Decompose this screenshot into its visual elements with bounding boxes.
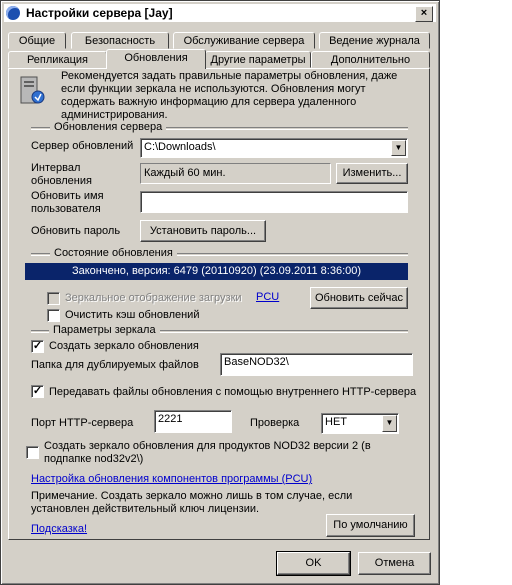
update-server-label: Сервер обновлений [31, 140, 134, 152]
update-server-value: C:\Downloads\ [144, 141, 216, 153]
http-port-input[interactable]: 2221 [154, 410, 232, 433]
update-server-select[interactable] [140, 138, 408, 158]
app-icon [6, 6, 20, 20]
clear-cache-label: Очистить кэш обновлений [65, 309, 200, 321]
tab-replication[interactable]: Репликация [8, 51, 107, 68]
create-mirror-label: Создать зеркало обновления [49, 340, 199, 352]
cancel-button[interactable]: Отмена [358, 552, 431, 575]
pcu-link[interactable]: PCU [256, 291, 280, 303]
ok-button[interactable]: OK [277, 552, 350, 575]
http-port-label: Порт HTTP-сервера [31, 417, 134, 429]
check-select-value: НЕТ [325, 416, 347, 428]
window-title: Настройки сервера [Jay] [26, 6, 173, 20]
update-status-group-label: Состояние обновления [50, 247, 177, 259]
pcu-settings-link[interactable]: Настройка обновления компонентов программы (PCU) [31, 473, 313, 485]
tab-general[interactable]: Общие [8, 32, 66, 49]
clear-cache-checkbox[interactable] [47, 309, 60, 322]
password-label: Обновить пароль [31, 225, 121, 237]
update-status-bar: Закончено, версия: 6479 (20110920) (23.09.2011 8:36:00) [25, 263, 408, 280]
check-select[interactable] [321, 413, 399, 434]
http-server-checkbox[interactable] [31, 385, 44, 398]
nod32-mirror-label: Создать зеркало обновления для продуктов NOD32 версии 2 (в подпапке nod32v2\) [44, 440, 371, 465]
title-bar [4, 4, 436, 22]
change-interval-button[interactable]: Изменить... [336, 163, 408, 184]
nod32-mirror-checkbox[interactable] [26, 446, 39, 459]
tab-security[interactable]: Безопасность [71, 32, 169, 49]
create-mirror-checkbox[interactable] [31, 340, 44, 353]
mirror-folder-label: Папка для дублируемых файлов [31, 359, 199, 371]
defaults-button[interactable]: По умолчанию [326, 514, 415, 537]
chevron-down-icon[interactable]: ▼ [382, 415, 397, 432]
tab-logging[interactable]: Ведение журнала [319, 32, 430, 49]
check-label: Проверка [250, 417, 300, 429]
hint-link[interactable]: Подсказка! [31, 523, 88, 535]
license-note: Примечание. Создать зеркало можно лишь в том случае, если установлен действительный ключ лицензии. [31, 490, 353, 515]
interval-value: Каждый 60 мин. [140, 163, 331, 184]
mirror-download-label: Зеркальное отображение загрузки [65, 292, 242, 304]
tab-advanced[interactable]: Дополнительно [311, 51, 430, 68]
set-password-button[interactable]: Установить пароль... [140, 220, 266, 242]
http-server-label: Передавать файлы обновления с помощью внутреннего HTTP-сервера [49, 386, 417, 398]
username-input[interactable] [140, 191, 408, 213]
server-updates-group-label: Обновления сервера [50, 121, 166, 133]
username-label: Обновить имя пользователя [31, 190, 104, 215]
mirror-group-label: Параметры зеркала [49, 324, 160, 336]
mirror-download-checkbox[interactable] [47, 292, 60, 305]
tab-other-settings[interactable]: Другие параметры [205, 51, 311, 68]
update-now-button[interactable]: Обновить сейчас [310, 287, 408, 309]
check-icon: ✓ [32, 385, 43, 397]
interval-label: Интервал обновления [31, 162, 92, 187]
mirror-folder-input[interactable]: BaseNOD32\ [220, 353, 413, 376]
tab-updates[interactable]: Обновления [106, 49, 206, 69]
server-icon [18, 75, 46, 107]
tab-server-maintenance[interactable]: Обслуживание сервера [173, 32, 315, 49]
intro-text: Рекомендуется задать правильные параметры обновления, даже если функции зеркала не используются. Обновления могут содержать важную информацию для сервера удаленного администрирования. [61, 70, 398, 121]
chevron-down-icon[interactable]: ▼ [391, 140, 406, 156]
check-icon: ✓ [32, 340, 43, 352]
close-icon[interactable]: × [415, 6, 433, 22]
